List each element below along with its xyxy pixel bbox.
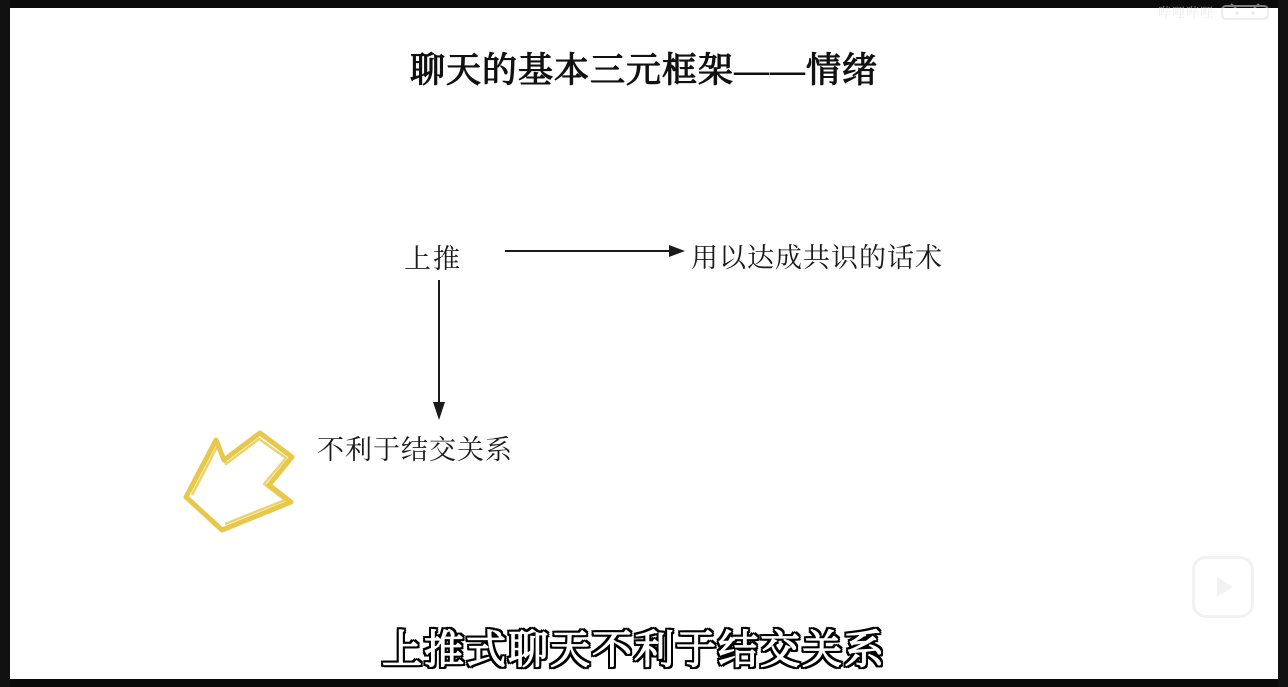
diagram-arrows [10, 8, 1278, 679]
page-title: 聊天的基本三元框架——情绪 [409, 51, 878, 90]
video-subtitle: 上推式聊天不利于结交关系 [382, 628, 886, 672]
play-icon [1217, 577, 1233, 597]
play-badge-watermark [1192, 556, 1254, 618]
letterbox-bottom [0, 679, 1288, 687]
letterbox-left [0, 0, 10, 687]
bilibili-logo-icon [1220, 3, 1272, 21]
channel-watermark [1158, 2, 1272, 21]
diagram-node-up: 上推 [404, 244, 462, 274]
watermark-label: 哔哩哔哩 [1157, 5, 1214, 20]
slide-canvas [10, 8, 1278, 679]
hand-drawn-arrow-icon [186, 433, 292, 530]
letterbox-top [0, 0, 1288, 8]
letterbox-right [1278, 0, 1288, 687]
diagram-node-harm: 不利于结交关系 [317, 435, 513, 465]
diagram-node-consensus: 用以达成共识的话术 [691, 243, 943, 273]
